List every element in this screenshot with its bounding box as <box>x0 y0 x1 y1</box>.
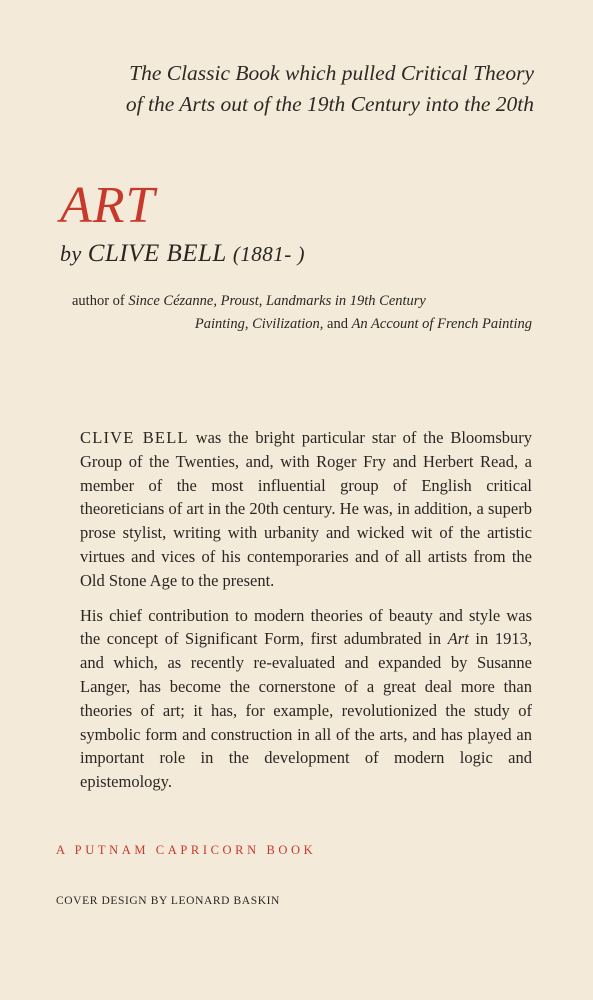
other-works-line-2 <box>60 313 532 336</box>
byline-by: by <box>60 241 82 266</box>
book-title: ART <box>60 177 156 234</box>
other-works-titles-2: Painting, Civilization, <box>194 316 324 332</box>
other-works-prefix: author of <box>72 293 125 309</box>
other-works-titles-1: Since Cézanne, Proust, Landmarks in 19th Century <box>128 293 426 309</box>
description-author-name: CLIVE BELL <box>80 428 189 447</box>
description-p2-text-b: in 1913, and which, as recently re-evaluated and expanded by Susanne Langer, has become the cornerstone of a great deal more than theories of art; it has, for example, revolutionized the study of symbolic form and construction in all of the arts, and has played an important role in the development of modern logic and epistemology. <box>80 629 532 792</box>
author-dates: (1881- ) <box>232 242 306 266</box>
other-works <box>60 290 532 336</box>
description-p2-title: Art <box>447 629 469 649</box>
byline <box>60 238 305 270</box>
cover-design-credit: COVER DESIGN BY LEONARD BASKIN <box>56 895 280 907</box>
other-works-and: and <box>327 316 348 332</box>
description-paragraph-1 <box>80 426 532 593</box>
other-works-titles-3: An Account of French Painting <box>351 316 532 332</box>
description <box>80 426 532 805</box>
description-paragraph-2 <box>80 604 532 794</box>
tagline-line-2: of the Arts out of the 19th Century into the 20th <box>125 92 534 116</box>
other-works-line-1 <box>60 290 532 313</box>
publisher-imprint: A PUTNAM CAPRICORN BOOK <box>56 843 317 857</box>
author-name: CLIVE BELL <box>87 240 227 267</box>
description-p1-text: was the bright particular star of the Bloomsbury Group of the Twenties, and, with Roger Fry and Herbert Read, a member of the most influential group of English critical theoreticians of art in the 20th century. He was, in addition, a superb prose stylist, writing with urbanity and wicked wit of the artistic virtues and vices of his contemporaries and of all artists from the Old Stone Age to the present. <box>80 428 532 590</box>
tagline <box>60 58 534 120</box>
description-p2-text-a: His chief contribution to modern theories of beauty and style was the concept of Significant Form, first adumbrated in <box>80 605 532 649</box>
tagline-line-1: The Classic Book which pulled Critical Theory <box>129 61 534 85</box>
